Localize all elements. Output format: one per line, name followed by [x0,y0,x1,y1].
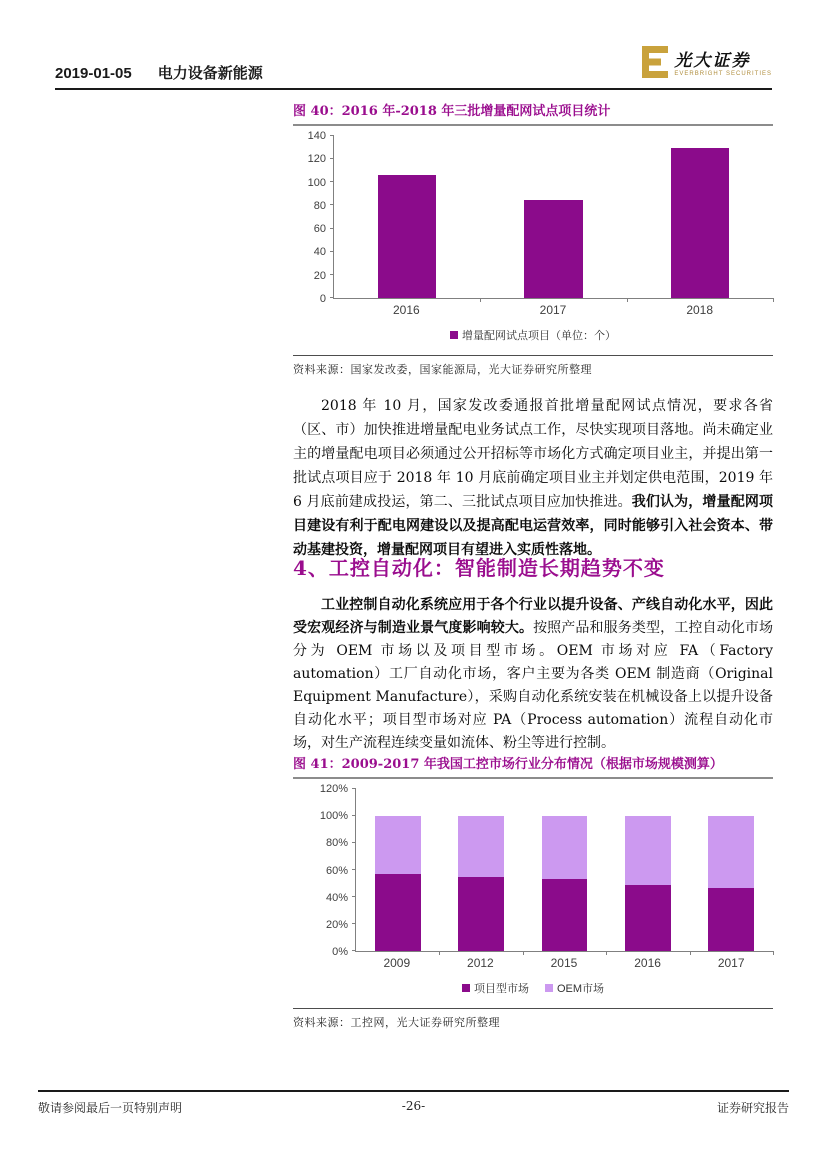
figure40-title: 图 40：2016 年-2018 年三批增量配网试点项目统计 [293,100,773,126]
footer-disclaimer: 敬请参阅最后一页特别声明 [38,1101,183,1115]
everbright-logo-icon [642,46,668,83]
paragraph-1 [293,394,773,562]
y-tick-label: 80% [325,837,348,850]
brand-subtitle: EVERBRIGHT SECURITIES [674,70,772,77]
bar-slots [356,789,773,951]
x-tick-label: 2018 [686,303,714,317]
x-tick-mark [627,298,628,302]
figure41-source: 资料来源：工控网，光大证券研究所整理 [293,1008,773,1030]
figure40-y-axis [293,130,333,305]
chart-bar-segment [625,885,671,951]
legend-item [545,980,604,996]
y-tick-label: 0% [332,946,348,958]
bar-slot [480,136,626,298]
page-header [55,44,772,90]
chart-bar-segment [542,879,588,951]
y-tick-label: 100 [307,176,326,189]
legend-label: 项目型市场 [473,983,529,995]
page-footer [38,1090,789,1116]
figure40-x-axis [333,303,773,317]
y-tick-label: 60 [313,223,326,236]
legend-swatch-icon [545,984,553,992]
bar-slot [523,789,606,951]
section-heading-4: 4、工控自动化：智能制造长期趋势不变 [293,556,665,580]
chart-bar-segment [708,816,754,888]
y-tick-label: 120 [307,153,326,166]
chart-bar-segment [708,888,754,951]
brand-name: 光大证券 [674,50,751,71]
figure41-title: 图 41：2009-2017 年我国工控市场行业分布情况（根据市场规模测算） [293,753,773,779]
paragraph-2-bold: 工业控制自动化系统应用于各个行业以提升设备、产线自动化水平，因此受宏观经济与制造业景气度影响较大。 [293,597,773,636]
x-tick-label: 2017 [717,956,745,970]
bar-slot [606,789,689,951]
legend-label: 增量配网试点项目（单位：个） [462,330,616,342]
chart-bar-segment [458,816,504,877]
figure41-x-axis [355,956,773,970]
chart-bar [671,148,730,298]
figure40-plot [333,136,773,299]
legend-item [462,980,529,996]
chart-bar [542,789,588,951]
x-tick-mark [773,298,774,302]
y-tick-label: 20% [325,918,348,931]
chart-bar [458,789,504,951]
paragraph-1-normal: 2018 年 10 月，国家发改委通报首批增量配网试点情况，要求各省（区、市）加快推进增量配电业务试点工作，尽快实现项目落地。尚未确定业主的增量配电项目必须通过公开招标等市场化方式确定项目业主，并提出第一批试点项目应于 2018 年 10 月底前确定项目业主并划定供电范围，2019 年 6 月底前建成投运，第二、三批试点项目应加快推进。 [293,398,773,510]
chart-bar-segment [375,816,421,874]
figure41-plot [355,789,773,952]
figure-40-block [293,100,773,377]
y-tick-label: 0 [319,293,326,305]
x-tick-label: 2009 [383,956,411,970]
chart-bar [378,175,437,298]
y-tick-label: 140 [307,130,326,142]
report-date: 2019-01-05 [55,65,132,82]
y-tick-label: 80 [313,199,326,212]
chart-bar-segment [625,816,671,885]
y-tick-label: 120% [319,783,348,795]
y-tick-label: 40 [313,246,326,259]
x-tick-mark [523,951,524,955]
figure40-legend [293,327,773,343]
x-tick-label: 2017 [539,303,567,317]
y-tick-label: 20 [313,269,326,282]
bar-slot [439,789,522,951]
bar-slots [334,136,773,298]
figure41-y-axis [293,783,355,958]
y-tick-label: 100% [319,810,348,823]
page-number: -26- [401,1099,426,1113]
figure40-source: 资料来源：国家发改委，国家能源局，光大证券研究所整理 [293,355,773,377]
y-tick-label: 40% [325,891,348,904]
figure41-chart [293,783,773,996]
chart-bar [708,789,754,951]
legend-label: OEM市场 [556,983,605,995]
brand-logo [642,46,772,83]
legend-swatch-icon [462,984,470,992]
figure-41-block [293,753,773,1030]
x-tick-label: 2016 [392,303,420,317]
x-tick-mark [439,951,440,955]
report-category: 电力设备新能源 [157,65,263,82]
paragraph-2 [293,594,773,755]
x-tick-mark [480,298,481,302]
chart-bar-segment [542,816,588,879]
x-tick-label: 2012 [467,956,494,970]
x-tick-mark [606,951,607,955]
chart-bar-segment [458,877,504,951]
legend-swatch-icon [450,331,458,339]
header-meta [55,62,263,83]
footer-report-type: 证券研究报告 [716,1101,789,1115]
legend-item [450,327,616,343]
y-tick-label: 60% [325,864,348,877]
figure41-plot-area [293,783,773,958]
paragraph-1-bold: 我们认为，增量配网项目建设有利于配电网建设以及提高配电运营效率，同时能够引入社会资本、带动基建投资，增量配网项目有望进入实质性落地。 [293,494,773,558]
chart-bar [375,789,421,951]
figure40-plot-area [293,130,773,305]
chart-bar [524,200,583,298]
figure40-chart [293,130,773,343]
x-tick-label: 2015 [550,956,578,970]
chart-bar-segment [375,874,421,951]
x-tick-mark [773,951,774,955]
brand-text [674,52,772,77]
bar-slot [627,136,773,298]
figure41-legend [293,980,773,996]
chart-bar [625,789,671,951]
paragraph-2-normal: 按照产品和服务类型，工控自动化市场分为 OEM 市场以及项目型市场。OEM 市场对应 FA（Factory automation）工厂自动化市场，客户主要为各类 OEM 制造商（Original Equipment Manufacture），采购自动化系统安装在机械设备上以提升设备自动化水平；项目型市场对应 PA（Process automation）流程自动化市场，对生产流程连续变量如流体、粉尘等进行控制。 [293,620,774,751]
x-tick-label: 2016 [634,956,661,970]
bar-slot [356,789,439,951]
x-tick-mark [690,951,691,955]
bar-slot [690,789,773,951]
bar-slot [334,136,480,298]
